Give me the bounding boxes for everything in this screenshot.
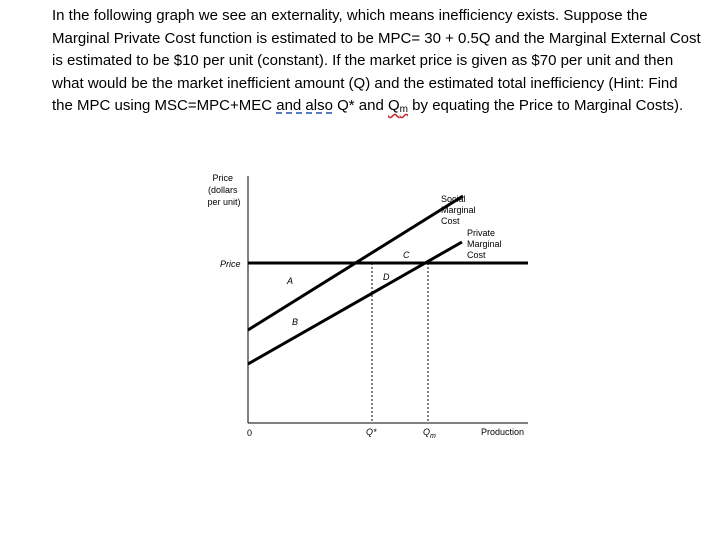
y-axis-label-line3: per unit) <box>207 197 241 207</box>
area-a-label: A <box>287 276 294 286</box>
qm-base: Q <box>388 97 400 114</box>
question-part3: by equating the Price to Marginal Costs). <box>408 97 684 114</box>
qm-label-base: Q <box>423 427 431 437</box>
mpc-label-line1: Private <box>467 228 496 238</box>
y-axis-label-line1: Price <box>212 173 233 183</box>
mpc-label <box>467 228 504 260</box>
origin-label: 0 <box>247 428 253 438</box>
msc-label-line2: Marginal <box>441 205 476 215</box>
qm-label <box>423 427 436 440</box>
msc-label-line1: Social <box>441 194 466 204</box>
question-part1: In the following graph we see an externality, which means inefficiency exists. Suppose the Marginal Private Cost function is estimated to be MPC= 30 + 0.5Q and the Marginal External Cost is estimated to be $10 per unit (constant). If the market price is given as $70 per unit and then what would be the market inefficient amount (Q) and the estimated total inefficiency (Hint: Find the MPC using MSC=MPC+MEC <box>52 7 701 114</box>
price-axis-label: Price <box>220 259 241 269</box>
mpc-label-line2: Marginal <box>467 239 502 249</box>
msc-label-line3: Cost <box>441 216 460 226</box>
qm-sub: m <box>399 104 409 115</box>
y-axis-label-line2: (dollars <box>207 185 238 195</box>
area-b-label: B <box>292 317 299 327</box>
and-also-spellcheck: and also <box>276 97 333 114</box>
area-d-label: D <box>383 272 390 282</box>
question-part2: Q* and <box>332 97 388 114</box>
area-c-label: C <box>403 250 410 260</box>
qm-label-sub: m <box>430 433 436 440</box>
mpc-label-line3: Cost <box>467 250 486 260</box>
x-axis-label: Production <box>481 427 525 437</box>
mpc-curve <box>248 242 462 364</box>
q-star-label: Q* <box>366 427 377 437</box>
y-axis-label <box>207 173 240 207</box>
msc-label <box>441 194 478 226</box>
